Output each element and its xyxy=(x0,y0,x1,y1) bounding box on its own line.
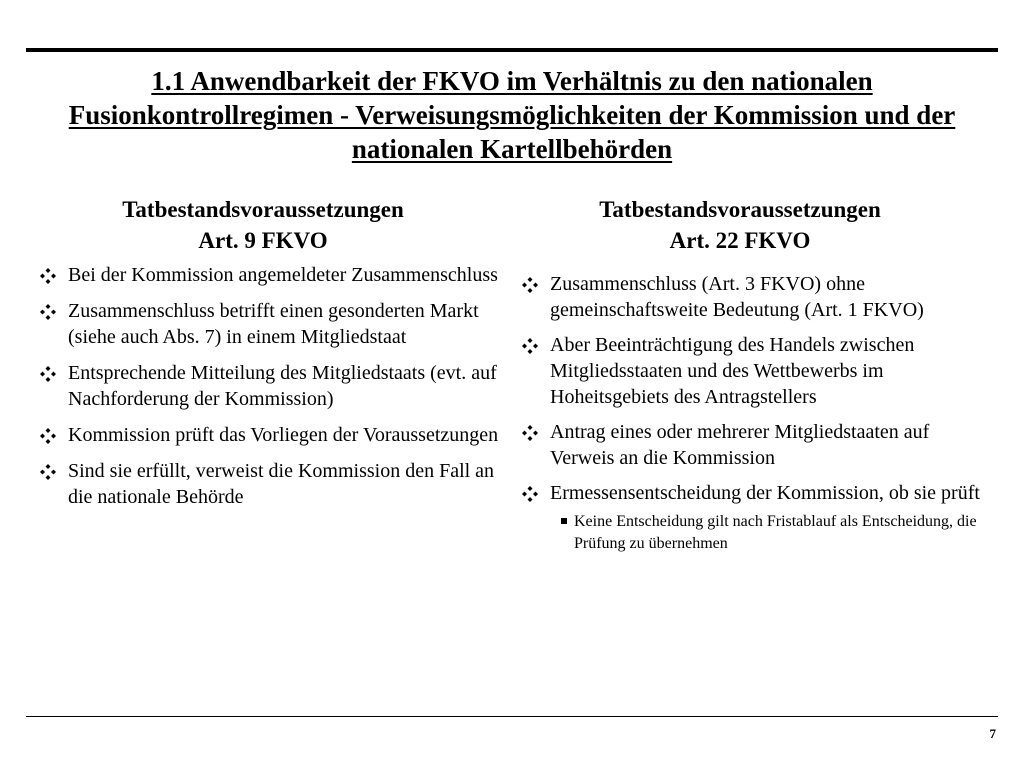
bottom-divider xyxy=(26,716,998,717)
left-bullet-list xyxy=(40,262,500,510)
list-item: Entsprechende Mitteilung des Mitgliedstaats (evt. auf Nachforderung der Kommission) xyxy=(40,360,500,412)
four-diamond-bullet-icon xyxy=(522,338,538,354)
list-item: Zusammenschluss (Art. 3 FKVO) ohne gemeinschaftsweite Bedeutung (Art. 1 FKVO) xyxy=(522,271,996,323)
top-divider xyxy=(26,48,998,52)
right-heading-line-1: Tatbestandsvoraussetzungen xyxy=(599,197,881,222)
slide-title xyxy=(26,64,998,166)
list-item: Bei der Kommission angemeldeter Zusammenschluss xyxy=(40,262,500,288)
list-item: Ermessensentscheidung der Kommission, ob sie prüft xyxy=(522,480,996,506)
left-column-art9 xyxy=(40,194,500,520)
sub-list-item: Keine Entscheidung gilt nach Fristablauf als Entscheidung, die Prüfung zu übernehmen xyxy=(522,511,996,555)
list-item: Sind sie erfüllt, verweist die Kommission den Fall an die nationale Behörde xyxy=(40,458,500,510)
four-diamond-bullet-icon xyxy=(522,486,538,502)
title-line-2: Fusionkontrollregimen - Verweisungsmöglichkeiten der Kommission und der xyxy=(68,100,956,130)
title-line-3: nationalen Kartellbehörden xyxy=(351,134,673,164)
right-heading-line-2: Art. 22 FKVO xyxy=(669,228,811,253)
four-diamond-bullet-icon xyxy=(40,464,56,480)
list-item: Kommission prüft das Vorliegen der Voraussetzungen xyxy=(40,422,500,448)
right-column-art22 xyxy=(522,194,996,555)
right-bullet-list xyxy=(522,271,996,555)
four-diamond-bullet-icon xyxy=(522,277,538,293)
title-line-1: 1.1 Anwendbarkeit der FKVO im Verhältnis zu den nationalen xyxy=(151,66,873,96)
page-number: 7 xyxy=(989,726,996,741)
list-item: Aber Beeinträchtigung des Handels zwischen Mitgliedsstaaten und des Wettbewerbs im Hoheitsgebiets des Antragstellers xyxy=(522,332,996,410)
right-column-heading xyxy=(522,194,958,256)
four-diamond-bullet-icon xyxy=(40,428,56,444)
list-item: Zusammenschluss betrifft einen gesonderten Markt (siehe auch Abs. 7) in einem Mitgliedstaat xyxy=(40,298,500,350)
four-diamond-bullet-icon xyxy=(40,268,56,284)
square-bullet-icon xyxy=(561,518,567,524)
left-heading-line-1: Tatbestandsvoraussetzungen xyxy=(122,197,404,222)
four-diamond-bullet-icon xyxy=(40,304,56,320)
left-column-heading xyxy=(40,194,486,256)
four-diamond-bullet-icon xyxy=(40,366,56,382)
left-heading-line-2: Art. 9 FKVO xyxy=(198,228,328,253)
four-diamond-bullet-icon xyxy=(522,425,538,441)
list-item: Antrag eines oder mehrerer Mitgliedstaaten auf Verweis an die Kommission xyxy=(522,419,996,471)
